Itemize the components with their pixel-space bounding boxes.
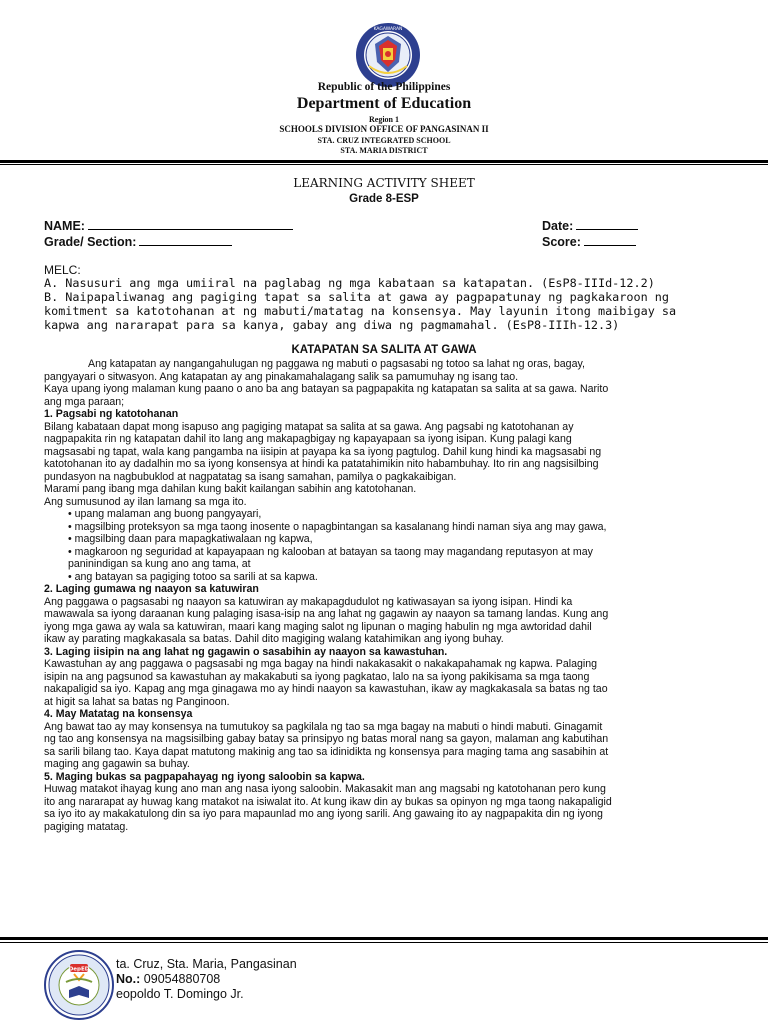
- body-heading: 4. May Matatag na konsensya: [44, 708, 193, 720]
- body-line: ang mga paraan;: [44, 395, 125, 408]
- score-blank[interactable]: [584, 234, 636, 246]
- body-line: isipin na ang pagsunod sa kawastuhan ay makakabuti sa iyong pagkatao, lalo na sa iyong pakikisama sa mga taong: [44, 670, 590, 683]
- melc-line: A. Nasusuri ang mga umiiral na paglabag ng mga kabataan sa katapatan. (EsP8-IIId-12.2): [44, 276, 655, 290]
- footer-person: eopoldo T. Domingo Jr.: [116, 987, 244, 1001]
- bullet-item: • magsilbing proteksyon sa mga taong inosente o napagbintangan sa kasalanang hindi naman siya ang may gawa,: [68, 520, 607, 533]
- body-line: ikaw ay parating magkakasala sa batas. Dahil dito magiging walang katahimikan ang iyong buhay.: [44, 633, 504, 645]
- bullet-item: • magkaroon ng seguridad at kapayapaan ng kalooban at batayan sa taong may magandang reputasyon at may: [68, 545, 593, 558]
- footer-address: ta. Cruz, Sta. Maria, Pangasinan: [116, 957, 297, 971]
- score-field[interactable]: [542, 234, 636, 249]
- body-line: Ang katapatan ay nangangahulugan ng paggawa ng mabuti o pagsasabi ng totoo sa lahat ng oras, bagay,: [88, 358, 585, 370]
- grade-section-field[interactable]: [44, 234, 232, 249]
- body-line: katotohanan ito ay dadalhin mo sa iyong konsensya at hindi ka patatahimikin nito habambuhay. Ito rin ang nagsisilbing: [44, 458, 599, 470]
- header-divider-thin: [0, 164, 768, 165]
- body-line: pangyayari o sitwasyon. Ang katapatan ay ang pinakamahalagang salik sa pamumuhay ng isang tao.: [44, 370, 519, 383]
- header-divider: [0, 160, 768, 163]
- svg-text:DepED: DepED: [68, 966, 90, 973]
- footer-divider: [0, 937, 768, 940]
- contact-number: 09054880708: [140, 972, 221, 986]
- school-heading: STA. CRUZ INTEGRATED SCHOOL: [317, 136, 451, 145]
- body-heading: 2. Laging gumawa ng naayon sa katuwiran: [44, 583, 259, 595]
- bullet-item: • upang malaman ang buong pangyayari,: [68, 508, 262, 520]
- body-heading: 1. Pagsabi ng katotohanan: [44, 408, 179, 420]
- melc-line: komitment sa katotohanan at ng mabuti/matatag na konsensya. May layunin itong maibigay sa: [44, 304, 677, 318]
- body-line: nagpapakita rin ng katapatan dahil ito lang ang makapagbigay ng kapayapaan sa iyong isipan. Kung palagi kang: [44, 433, 572, 445]
- grade-subtitle: Grade 8-ESP: [349, 193, 419, 205]
- contact-label: No.:: [116, 972, 141, 986]
- name-label: NAME:: [44, 219, 85, 233]
- body-line: Marami pang ibang mga dahilan kung bakit kailangan sabihin ang katotohanan.: [44, 483, 417, 495]
- region-heading: Region 1: [369, 115, 399, 124]
- body-line: nakapaligid sa iyo. Kapag ang mga ginagawa mo ay hindi naayon sa kawastuhan, ikaw ay magkakasala sa batas ng tao: [44, 683, 608, 695]
- division-heading: SCHOOLS DIVISION OFFICE OF PANGASINAN II: [279, 124, 489, 134]
- body-line: Kawastuhan ay ang paggawa o pagsasabi ng mga bagay na hindi nakakasakit o nakakapahamak ng kapwa. Palaging: [44, 658, 598, 670]
- deped-seal-icon: [355, 22, 421, 88]
- melc-line: B. Naipapaliwanag ang pagiging tapat sa salita at gawa ay pagpapatunay ng pagkakaroon ng: [44, 290, 670, 304]
- body-line: at higit sa lahat sa batas ng Panginoon.: [44, 695, 230, 708]
- footer-contact: [116, 972, 220, 986]
- body-heading: 3. Laging iisipin na ang lahat ng gagawin o sasabihin ay naayon sa kawastuhan.: [44, 645, 448, 658]
- bullet-item: • magsilbing daan para mapagkatiwalaan ng kapwa,: [68, 533, 313, 545]
- body-line: pagiging matatag.: [44, 820, 129, 833]
- score-label: Score:: [542, 235, 581, 249]
- footer-divider-thin: [0, 942, 768, 943]
- name-blank[interactable]: [88, 218, 293, 230]
- melc-label: MELC:: [44, 263, 81, 277]
- body-line: Ang sumusunod ay ilan lamang sa mga ito.: [44, 495, 247, 508]
- body-line: iyong mga gawa ay wala sa katuwiran, maari kang maging salot ng lipunan o maging habulin ng mga awtoridad dahil: [44, 620, 592, 633]
- republic-heading: Republic of the Philippines: [317, 81, 451, 93]
- department-heading: Department of Education: [296, 95, 472, 112]
- date-field[interactable]: [542, 218, 638, 233]
- section-title: KATAPATAN SA SALITA AT GAWA: [291, 344, 477, 356]
- melc-line: kapwa ang nararapat para sa kanya, gabay ang diwa ng pagmamahal. (EsP8-IIIh-12.3): [44, 318, 620, 332]
- bullet-item-continued: paninindigan sa kung ano ang tama, at: [68, 558, 251, 570]
- name-field[interactable]: [44, 218, 293, 233]
- body-line: Huwag matakot ihayag kung ano man ang nasa iyong saloobin. Makasakit man ang magsabi ng katotohanan pero kung: [44, 783, 606, 795]
- date-blank[interactable]: [576, 218, 638, 230]
- body-line: mawawala sa iyong daraanan kung palaging isasa-isip na ang lahat ng gagawin ay naayon sa tamang landas. Kung ang: [44, 608, 609, 620]
- body-line: Kaya upang iyong malaman kung paano o ano ba ang batayan sa pagpapakita ng katapatan sa salita at sa gawa. Narito: [44, 383, 609, 395]
- body-line: magsasabi ng tapat, wala kang pangamba na iisipin at payapa ka sa iyong pagtulog. Dahil kung hindi ka magsasabi ng: [44, 445, 602, 458]
- body-line: sa sarili bilang tao. Kaya dapat matutong makinig ang tao sa idinidikta ng konsensya para maging tama ang sasabihin at: [44, 745, 609, 758]
- date-label: Date:: [542, 219, 574, 233]
- body-line: pundasyon na nagbubuklod at nagpatatag sa isang samahan, pamilya o pagkakaibigan.: [44, 470, 457, 483]
- body-line: Ang bawat tao ay may konsensya na tumutukoy sa pagkilala ng tao sa mga bagay na mabuti o hindi mabuti. Ginagamit: [44, 720, 603, 733]
- school-seal-icon: [44, 950, 114, 1020]
- body-line: sa iyo ito ay makakatulong din sa iyo para mapaunlad mo ang iyong sarili. Ang gawaing ito ay nagpapakita din ng iyong: [44, 808, 603, 820]
- bullet-item: • ang batayan sa pagiging totoo sa sarili at sa kapwa.: [68, 570, 318, 583]
- body-line: ito ang nararapat ay huwag kang matakot na isiwalat ito. At kung ikaw din ay bukas sa opinyon ng mga taong nakapaligid: [44, 795, 612, 808]
- grade-section-blank[interactable]: [139, 234, 232, 246]
- lesson-body: [44, 358, 734, 833]
- body-line: Bilang kabataan dapat mong isapuso ang pagiging matapat sa salita at sa gawa. Ang pagsabi ng katotohanan ay: [44, 420, 574, 433]
- body-line: ng tao ang konsensya na magsisilbing gabay batay sa prinsipyo ng batas moral nang sa gayon, malaman ang kabutihan: [44, 733, 609, 745]
- district-heading: STA. MARIA DISTRICT: [340, 146, 428, 155]
- sheet-title: LEARNING ACTIVITY SHEET: [293, 176, 475, 190]
- body-heading: 5. Maging bukas sa pagpapahayag ng iyong saloobin sa kapwa.: [44, 770, 365, 783]
- svg-text:KAGAWARAN: KAGAWARAN: [373, 27, 403, 32]
- body-line: maging ang gagawin sa buhay.: [44, 758, 190, 770]
- grade-section-label: Grade/ Section:: [44, 235, 137, 249]
- body-line: Ang paggawa o pagsasabi ng naayon sa katuwiran ay makapagdudulot ng katiwasayan sa iyong isipan. Hindi ka: [44, 595, 573, 608]
